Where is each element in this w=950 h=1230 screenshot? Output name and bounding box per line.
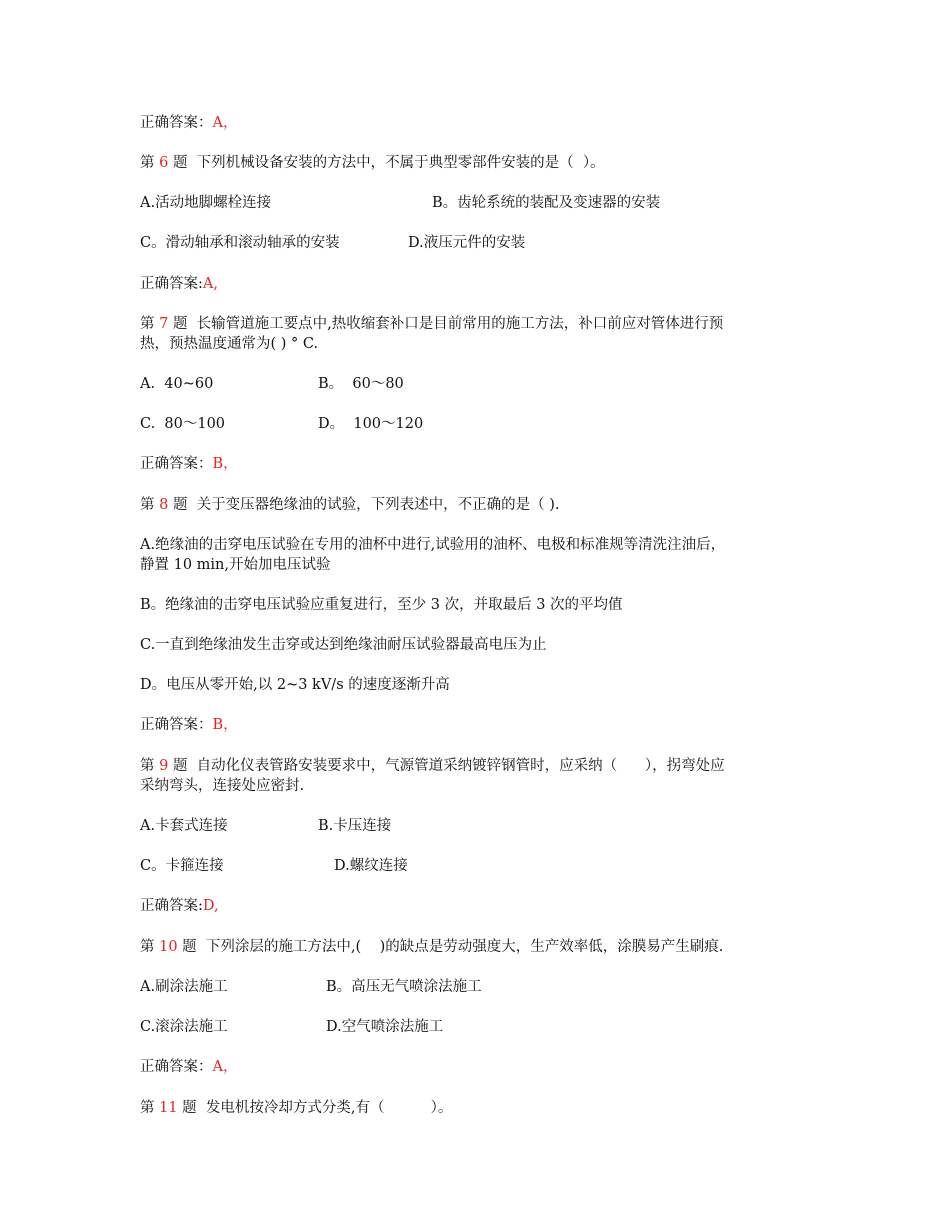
question-number: 9 — [159, 758, 169, 774]
option-d: D.液压元件的安装 — [408, 235, 526, 251]
option-a: A. 40~60 — [140, 376, 214, 392]
question-11: 第 11 题 发电机按冷却方式分类,有（ ）。 — [140, 1100, 453, 1116]
answer-9: 正确答案:D, — [140, 898, 219, 914]
answer-5 — [140, 113, 237, 133]
options-row — [140, 374, 840, 394]
option-b: B.卡压连接 — [318, 818, 392, 834]
option-c: C. 80～100 — [140, 416, 226, 432]
question-8: 第 8 题 关于变压器绝缘油的试验，下列表述中，不正确的是（ ). — [140, 497, 560, 513]
option-a: A.卡套式连接 — [140, 818, 228, 834]
question-number: 11 — [159, 1100, 178, 1116]
option-d: D。电压从零开始,以 2~3 kV/s 的速度逐渐升高 — [140, 677, 450, 693]
question-number: 6 — [159, 155, 169, 171]
options-row — [140, 977, 840, 997]
question-number: 8 — [159, 497, 169, 513]
answer-value: A, — [202, 276, 218, 292]
answer-value: A， — [212, 115, 238, 131]
question-6: 第 6 题 下列机械设备安装的方法中，不属于典型零部件安装的是（ ）。 — [140, 155, 605, 171]
answer-value: A， — [212, 1059, 238, 1075]
answer-value: D, — [202, 898, 219, 914]
option-a: A.刷涂法施工 — [140, 979, 228, 995]
answer-7: 正确答案：B， — [140, 456, 238, 472]
option-d: D。 100～120 — [318, 416, 424, 432]
question-10: 第 10 题 下列涂层的施工方法中,( )的缺点是劳动强度大，生产效率低，涂膜易产生刷痕. — [140, 939, 724, 955]
answer-value: B， — [212, 456, 238, 472]
option-c: C。卡箍连接 — [140, 858, 224, 874]
option-b: B。高压无气喷涂法施工 — [326, 979, 482, 995]
options-row — [140, 193, 840, 213]
question-number: 7 — [159, 316, 169, 332]
option-c: C.滚涂法施工 — [140, 1019, 228, 1035]
options-row — [140, 816, 840, 836]
answer-value: B， — [212, 717, 238, 733]
options-row — [140, 856, 840, 876]
question-9-continued: 采纳弯头，连接处应密封. — [140, 778, 305, 794]
option-b: B。 60～80 — [318, 376, 404, 392]
question-7-continued: 热，预热温度通常为( ) ° C. — [140, 336, 319, 352]
option-d: D.空气喷涂法施工 — [326, 1019, 444, 1035]
answer-8: 正确答案：B， — [140, 717, 238, 733]
option-d: D.螺纹连接 — [334, 858, 408, 874]
options-row — [140, 233, 840, 253]
option-a: A.活动地脚螺栓连接 — [140, 195, 272, 211]
options-row — [140, 414, 840, 434]
option-c: C。滑动轴承和滚动轴承的安装 — [140, 235, 340, 251]
question-7: 第 7 题 长输管道施工要点中,热收缩套补口是目前常用的施工方法，补口前应对管体进行预 — [140, 316, 724, 332]
option-b: B。绝缘油的击穿电压试验应重复进行，至少 3 次，并取最后 3 次的平均值 — [140, 597, 623, 613]
answer-10: 正确答案：A， — [140, 1059, 238, 1075]
option-a: A.绝缘油的击穿电压试验在专用的油杯中进行,试验用的油杯、电极和标准规等清洗注油后， — [140, 537, 726, 553]
question-9: 第 9 题 自动化仪表管路安装要求中，气源管道采纳镀锌钢管时，应采纳（ ），拐弯处应 — [140, 758, 725, 774]
answer-6: 正确答案:A, — [140, 276, 218, 292]
question-number: 10 — [159, 939, 178, 955]
option-a-continued: 静置 10 min,开始加电压试验 — [140, 557, 331, 573]
option-c: C.一直到绝缘油发生击穿或达到绝缘油耐压试验器最高电压为止 — [140, 637, 547, 653]
options-row — [140, 1017, 840, 1037]
option-b: B。齿轮系统的装配及变速器的安装 — [432, 195, 661, 211]
answer-label: 正确答案： — [140, 115, 213, 131]
